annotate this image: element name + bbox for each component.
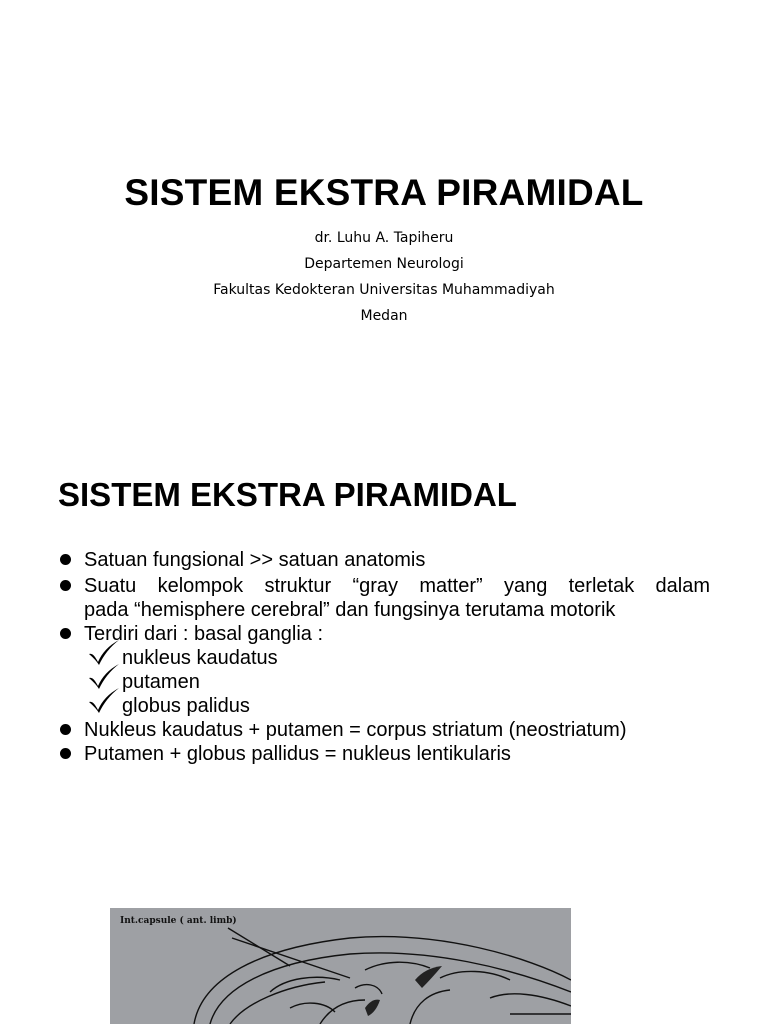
bullet-icon	[60, 580, 71, 591]
title-slide	[0, 0, 768, 432]
content-slide: SISTEM EKSTRA PIRAMIDAL Satuan fungsional >> satuan anatomis Suatu kelompok struktur “gray matter” yang terletak dalam pada “hemisphere cerebral” dan fungsinya terutama motorik Terdiri dari : basal ganglia : Nukleus kaudatus + putamen = corpus striatum (neostriatum) Putamen + globus pallidus = nukleus lentikularis nukleus kaudatus putamen globus palidus	[0, 432, 768, 864]
diagram-slide	[0, 864, 768, 1024]
department: Departemen Neurologi	[304, 256, 464, 272]
faculty: Fakultas Kedokteran Universitas Muhammadiyah	[213, 282, 555, 298]
brain-diagram	[110, 908, 571, 1024]
bullet-icon	[60, 748, 71, 759]
bullet-icon	[60, 628, 71, 639]
diagram-label: Int.capsule ( ant. limb)	[120, 916, 237, 926]
bullet-icon	[60, 724, 71, 735]
content-title: SISTEM EKSTRA PIRAMIDAL	[58, 476, 517, 513]
author-name: dr. Luhu A. Tapiheru	[314, 230, 454, 246]
city: Medan	[360, 308, 408, 324]
checkmark-icon	[86, 686, 122, 714]
bullet-icon	[60, 554, 71, 565]
slide-title: SISTEM EKSTRA PIRAMIDAL	[124, 172, 644, 213]
